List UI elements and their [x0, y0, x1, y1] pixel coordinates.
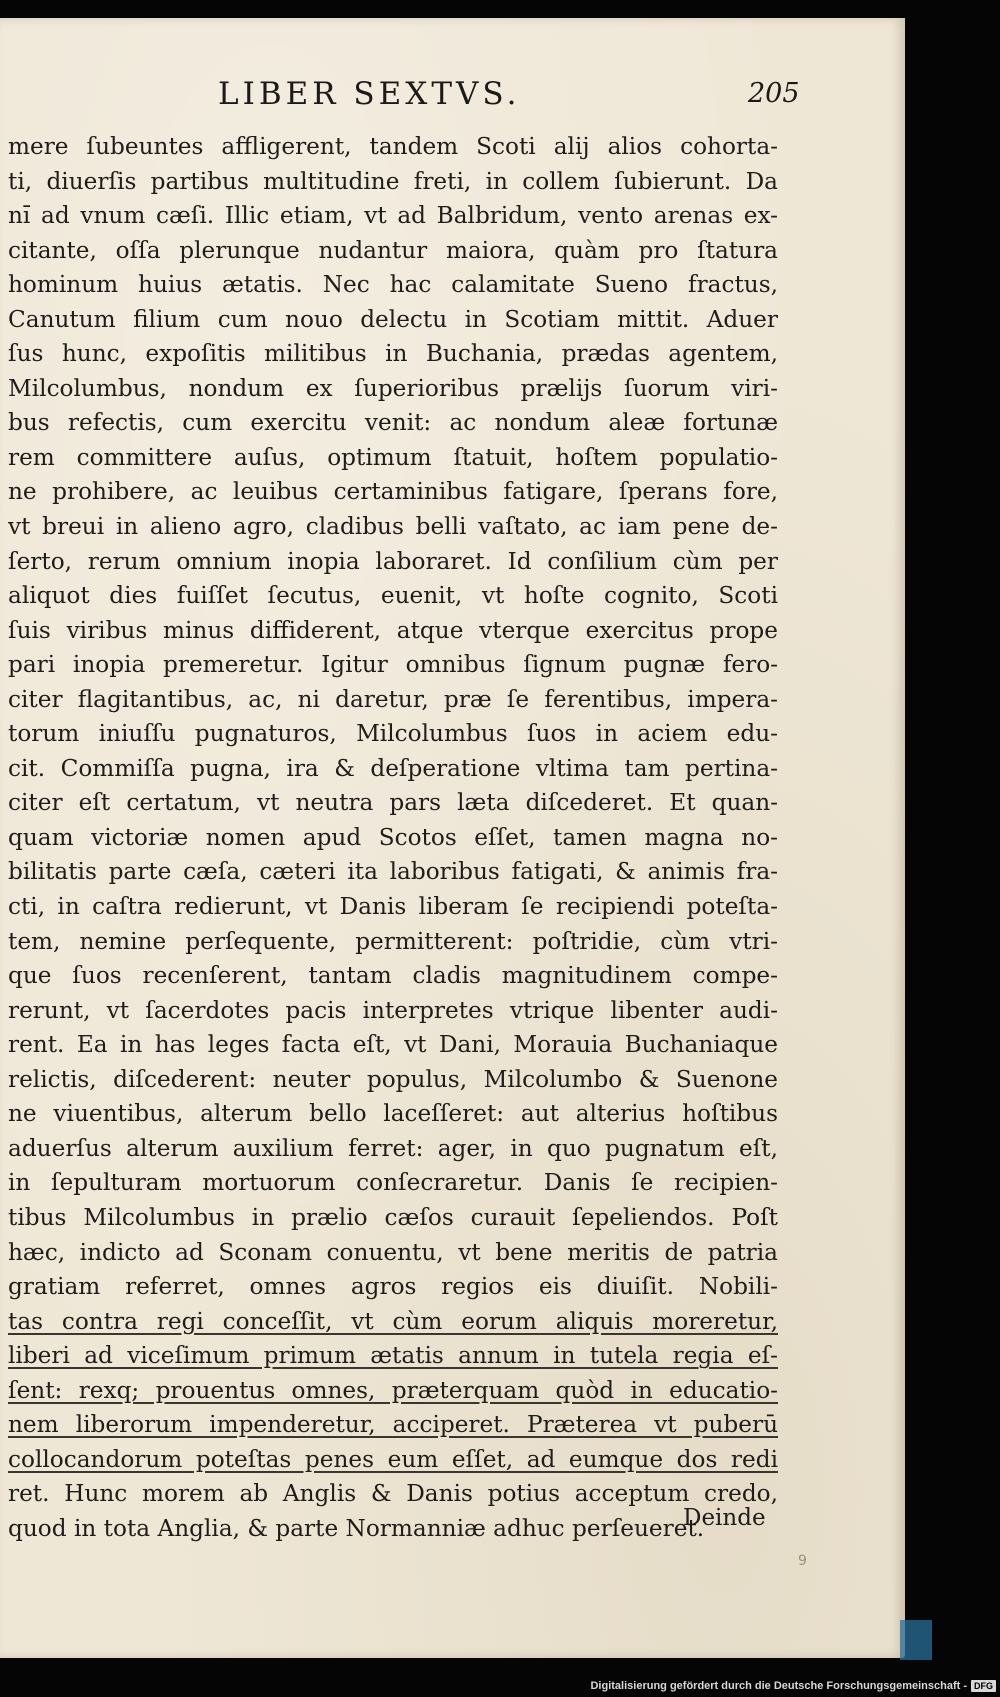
page-number: 205: [748, 78, 800, 109]
text-line: bilitatis parte cæſa, cæteri ita laboribus fatigati, & animis fra-: [8, 858, 778, 886]
running-head: [0, 62, 905, 112]
digitization-credit-text: Digitalisierung gefördert durch die Deutsche Forschungsgemeinschaft -: [590, 1680, 967, 1692]
text-line: citer flagitantibus, ac, ni daretur, præ ſe ferentibus, impera-: [8, 685, 778, 713]
text-line: nı̄ ad vnum cæſi. Illic etiam, vt ad Balbridum, vento arenas ex-: [8, 202, 778, 230]
text-line: cti, in caſtra redierunt, vt Danis liberam ſe recipiendi poteſta-: [8, 893, 778, 921]
text-line: aliquot dies fuiſſet ſecutus, euenit, vt hoſte cognito, Scoti: [8, 582, 778, 610]
catchword: Deinde: [683, 1505, 766, 1531]
text-line: tibus Milcolumbus in prælio cæſos curauit ſepeliendos. Poſt: [8, 1203, 778, 1231]
text-line: ret. Hunc morem ab Anglis & Danis potius acceptum credo,: [8, 1480, 778, 1508]
text-line: quam victoriæ nomen apud Scotos eſſet, tamen magna no-: [8, 823, 778, 851]
text-line: ſus hunc, expoſitis militibus in Buchania, prædas agentem,: [8, 340, 778, 368]
text-line: Canutum filium cum nouo delectu in Scotiam mittit. Aduer: [8, 305, 778, 333]
text-line: ne viuentibus, alterum bello laceſſeret: aut alterius hoſtibus: [8, 1100, 778, 1128]
text-line: hæc, indicto ad Sconam conuentu, vt bene meritis de patria: [8, 1238, 778, 1266]
running-head-title: LIBER SEXTVS.: [218, 76, 521, 112]
text-line: citer eſt certatum, vt neutra pars læta diſcederet. Et quan-: [8, 789, 778, 817]
text-line: aduerſus alterum auxilium ferret: ager, in quo pugnatum eſt,: [8, 1134, 778, 1162]
text-line: gratiam referret, omnes agros regios eis diuiſit. Nobili-: [8, 1273, 778, 1301]
text-line: ti, diuerſis partibus multitudine freti, in collem ſubierunt. Da: [8, 167, 778, 195]
text-line: que ſuos recenſerent, tantam cladis magnitudinem compe-: [8, 962, 778, 990]
dfg-logo-icon: DFG: [971, 1680, 996, 1692]
text-line: ſerto, rerum omnium inopia laboraret. Id conſilium cùm per: [8, 547, 778, 575]
text-line: in ſepulturam mortuorum conſecraretur. Danis ſe recipien-: [8, 1169, 778, 1197]
text-line: torum iniuſſu pugnaturos, Milcolumbus ſuos in aciem edu-: [8, 720, 778, 748]
text-line: mere ſubeuntes affligerent, tandem Scoti alij alios cohorta-: [8, 133, 778, 160]
pencil-mark: 9: [798, 1553, 807, 1569]
text-line: vt breui in alieno agro, cladibus belli vaſtato, ac iam pene de-: [8, 513, 778, 541]
text-line: citante, oſſa plerunque nudantur maiora, quàm pro ſtatura: [8, 236, 778, 264]
text-line: tem, nemine perſequente, permitterent: poſtridie, cùm vtri-: [8, 927, 778, 955]
text-line: hominum huius ætatis. Nec hac calamitate Sueno fractus,: [8, 271, 778, 299]
text-line: quod in tota Anglia, & parte Normanniæ adhuc perſeueret.: [8, 1514, 705, 1542]
text-line: Milcolumbus, nondum ex ſuperioribus prælijs ſuorum viri-: [8, 374, 778, 402]
text-line: ſuis viribus minus diffiderent, atque vterque exercitus prope: [8, 616, 778, 644]
body-text: [8, 130, 778, 1546]
book-page: [0, 18, 905, 1658]
color-calibration-edge: [900, 1620, 932, 1660]
text-line: relictis, diſcederent: neuter populus, Milcolumbo & Suenone: [8, 1065, 778, 1093]
digitization-credit: [590, 1680, 996, 1692]
underlined-text-line: ſent: rexq; prouentus omnes, præterquam quòd in educatio-: [8, 1376, 778, 1404]
text-line: cit. Commiſſa pugna, ira & deſperatione vltima tam pertina-: [8, 754, 778, 782]
text-line: bus refectis, cum exercitu venit: ac nondum aleæ fortunæ: [8, 409, 778, 437]
underlined-text-line: nem liberorum impenderetur, acciperet. Præterea vt puberū: [8, 1411, 778, 1439]
underlined-text-line: collocandorum poteſtas penes eum eſſet, ad eumque dos redi: [8, 1445, 778, 1473]
text-line: ne prohibere, ac leuibus certaminibus fatigare, ſperans fore,: [8, 478, 778, 506]
underlined-text-line: tas contra regi conceſſit, vt cùm eorum aliquis moreretur,: [8, 1307, 778, 1335]
text-line: rent. Ea in has leges facta eſt, vt Dani, Morauia Buchaniaque: [8, 1031, 778, 1059]
underlined-text-line: liberi ad viceſimum primum ætatis annum in tutela regia eſ-: [8, 1342, 778, 1370]
text-line: pari inopia premeretur. Igitur omnibus ſignum pugnæ fero-: [8, 651, 778, 679]
text-line: rerunt, vt ſacerdotes pacis interpretes vtrique libenter audi-: [8, 996, 778, 1024]
text-line: rem committere auſus, optimum ſtatuit, hoſtem populatio-: [8, 443, 778, 471]
